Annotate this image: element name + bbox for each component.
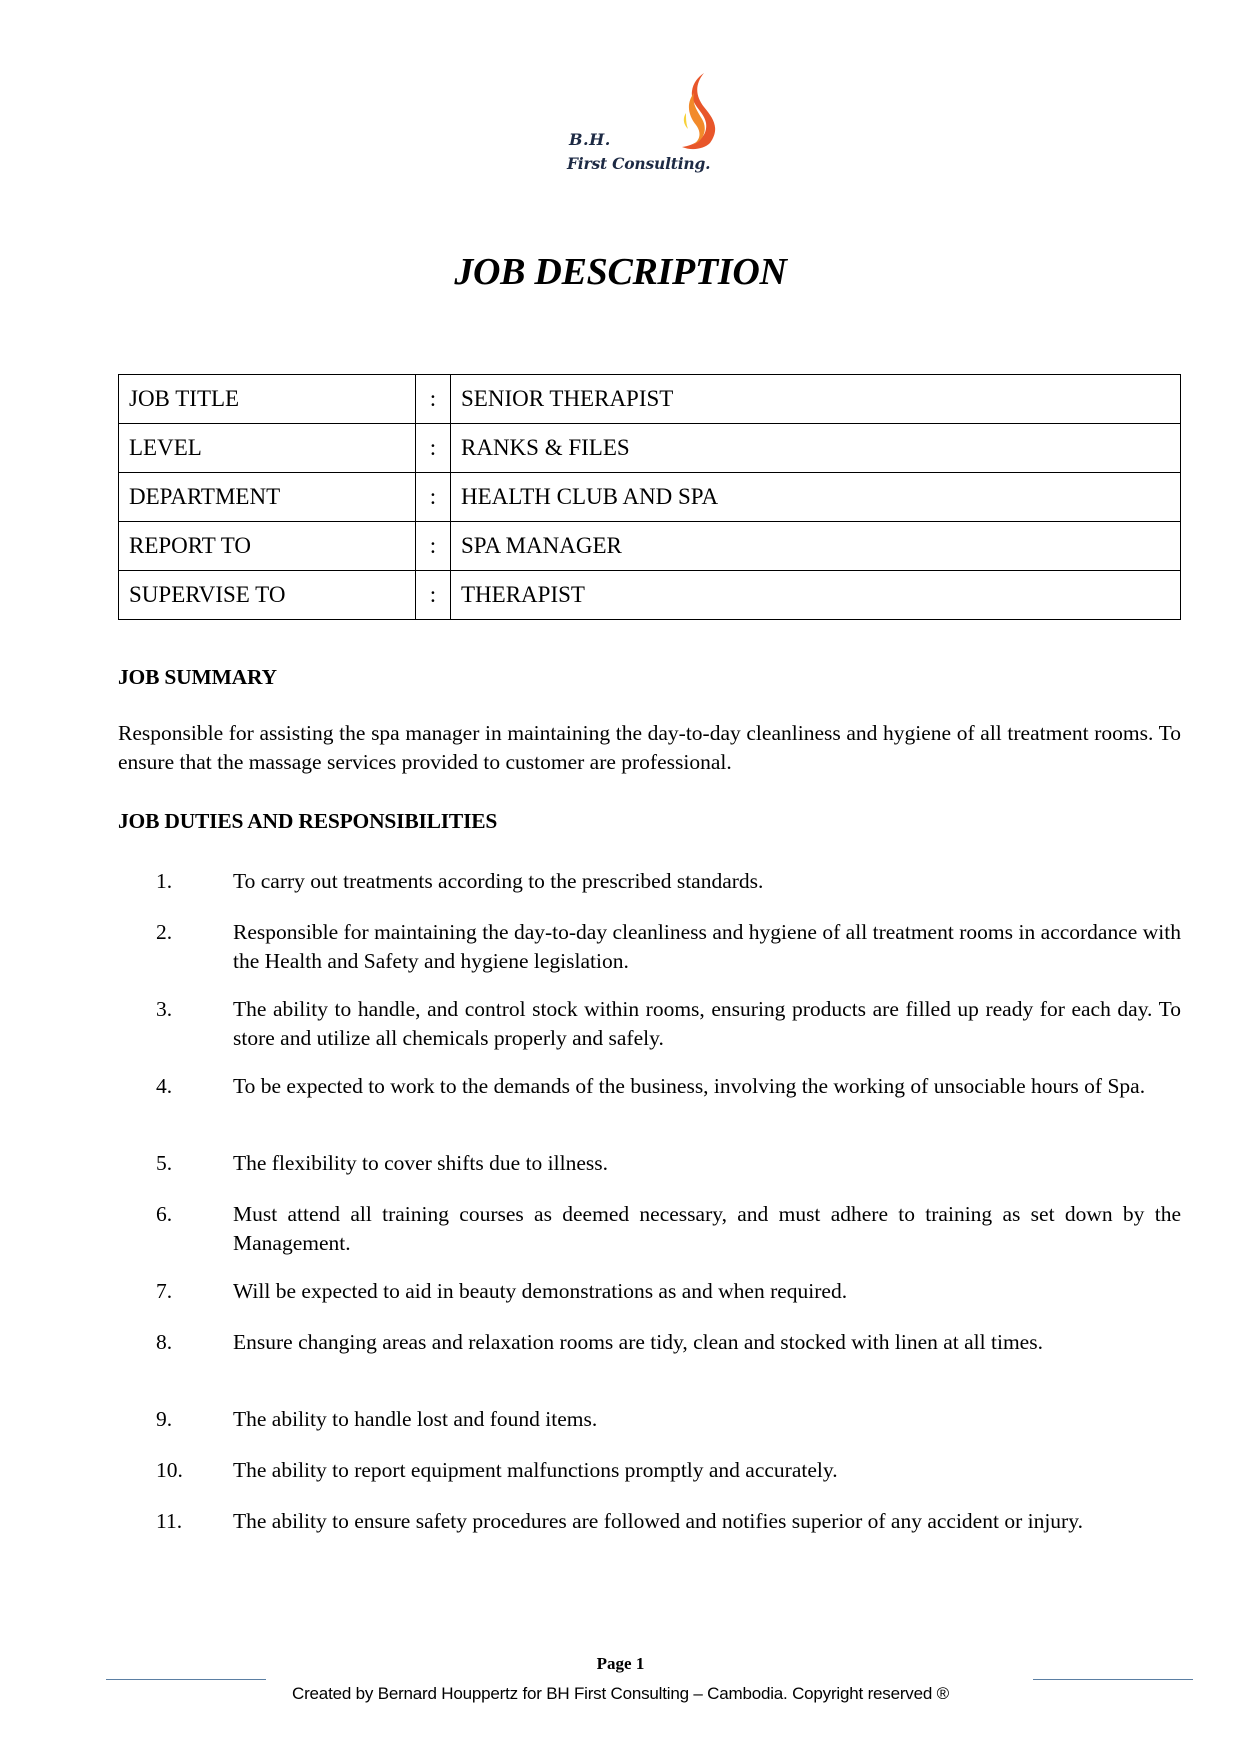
info-separator: : — [416, 522, 451, 571]
info-separator: : — [416, 424, 451, 473]
footer-divider-right — [1033, 1679, 1193, 1680]
info-label: JOB TITLE — [119, 375, 416, 424]
info-label: SUPERVISE TO — [119, 571, 416, 620]
duty-number: 5. — [156, 1151, 173, 1175]
duty-text: Will be expected to aid in beauty demonstrations as and when required. — [233, 1279, 848, 1303]
duty-number: 4. — [156, 1074, 173, 1098]
duty-number: 1. — [156, 869, 173, 893]
duty-number: 8. — [156, 1330, 173, 1354]
duty-text: Ensure changing areas and relaxation rooms are tidy, clean and stocked with linen at all times. — [233, 1330, 1043, 1354]
duty-number: 9. — [156, 1407, 173, 1431]
info-separator: : — [416, 571, 451, 620]
info-row — [119, 473, 1181, 522]
job-info-table — [118, 374, 1181, 620]
duty-number: 2. — [156, 920, 173, 944]
duty-text: The ability to report equipment malfunctions promptly and accurately. — [233, 1458, 838, 1482]
footer-divider-left — [106, 1679, 266, 1680]
info-row — [119, 424, 1181, 473]
info-row — [119, 522, 1181, 571]
duty-text: Responsible for maintaining the day-to-day cleanliness and hygiene of all treatment rooms in accordance with the Health and Safety and hygiene legislation. — [233, 920, 1181, 973]
duty-text: The ability to ensure safety procedures are followed and notifies superior of any accident or injury. — [233, 1509, 1083, 1533]
info-row — [119, 375, 1181, 424]
document-title: JOB DESCRIPTION — [454, 251, 787, 293]
duty-text: To be expected to work to the demands of the business, involving the working of unsociable hours of Spa. — [233, 1074, 1146, 1098]
duty-text: Must attend all training courses as deemed necessary, and must adhere to training as set down by the Management. — [233, 1202, 1181, 1255]
duty-number: 7. — [156, 1279, 173, 1303]
info-label: REPORT TO — [119, 522, 416, 571]
duty-number: 11. — [156, 1509, 183, 1533]
info-value: RANKS & FILES — [451, 424, 1181, 473]
page-number: Page 1 — [596, 1654, 645, 1673]
info-value: THERAPIST — [451, 571, 1181, 620]
info-separator: : — [416, 473, 451, 522]
duty-text: The flexibility to cover shifts due to illness. — [233, 1151, 608, 1175]
job-summary-heading: JOB SUMMARY — [118, 665, 277, 689]
job-duties-heading: JOB DUTIES AND RESPONSIBILITIES — [118, 809, 498, 833]
duty-number: 10. — [156, 1458, 183, 1482]
info-value: SENIOR THERAPIST — [451, 375, 1181, 424]
info-separator: : — [416, 375, 451, 424]
info-row — [119, 571, 1181, 620]
job-summary-text: Responsible for assisting the spa manager in maintaining the day-to-day cleanliness and hygiene of all treatment rooms. To ensure that the massage services provided to customer are professional. — [118, 721, 1181, 774]
duty-number: 6. — [156, 1202, 173, 1226]
info-value: HEALTH CLUB AND SPA — [451, 473, 1181, 522]
duty-text: The ability to handle, and control stock within rooms, ensuring products are filled up ready for each day. To store and utilize all chemicals properly and safely. — [233, 997, 1181, 1050]
company-logo — [560, 66, 740, 186]
duty-number: 3. — [156, 997, 173, 1021]
logo-text-bh: B.H. — [569, 130, 611, 149]
duty-text: The ability to handle lost and found items. — [233, 1407, 598, 1431]
footer-copyright: Created by Bernard Houppertz for BH First Consulting – Cambodia. Copyright reserved ® — [292, 1684, 949, 1703]
info-label: DEPARTMENT — [119, 473, 416, 522]
flame-icon — [674, 71, 726, 153]
duty-text: To carry out treatments according to the prescribed standards. — [233, 869, 764, 893]
info-value: SPA MANAGER — [451, 522, 1181, 571]
info-label: LEVEL — [119, 424, 416, 473]
logo-text-first-consulting: First Consulting. — [567, 154, 711, 173]
